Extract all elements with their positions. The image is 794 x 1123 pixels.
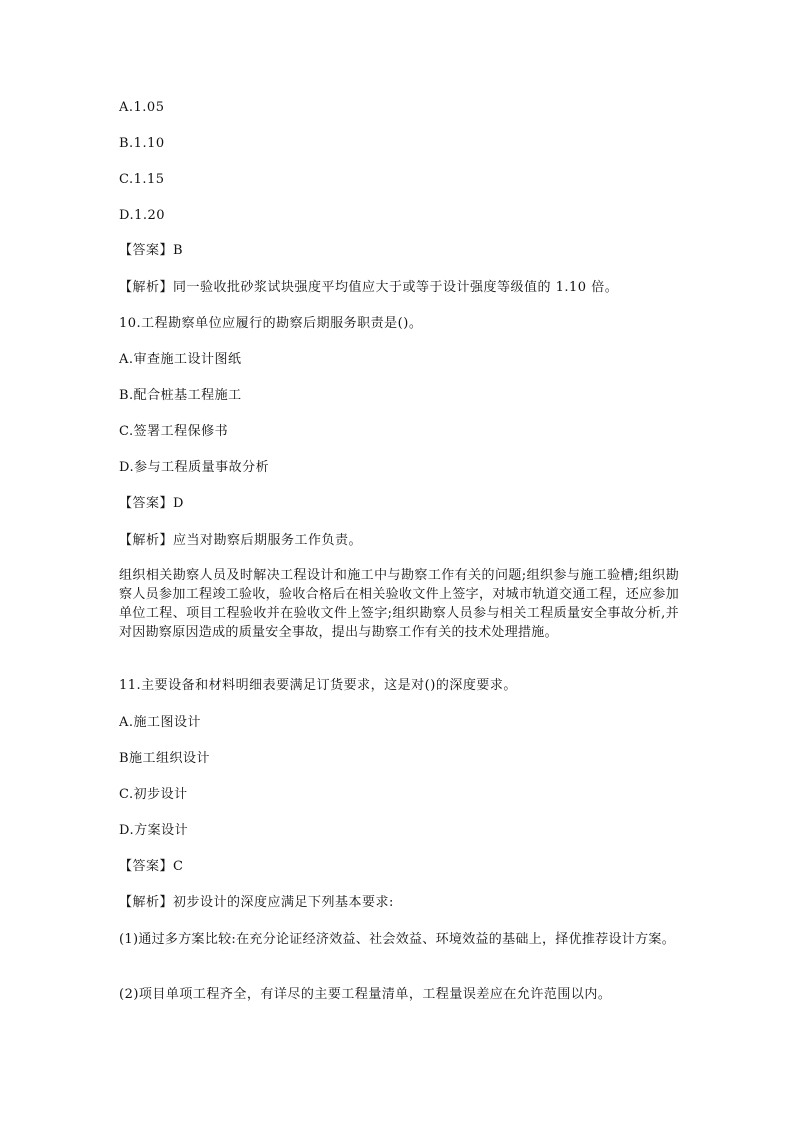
- q10-option-a: A.审查施工设计图纸: [119, 352, 242, 367]
- q10-explanation: 【解析】应当对勘察后期服务工作负责。: [119, 533, 363, 548]
- q11-explanation: 【解析】初步设计的深度应满足下列基本要求:: [119, 895, 394, 910]
- q10-option-b: B.配合桩基工程施工: [119, 388, 242, 403]
- q9-option-d: D.1.20: [119, 208, 166, 223]
- q11-point-1: (1)通过多方案比较:在充分论证经济效益、社会效益、环境效益的基础上，择优推荐设计方案。: [119, 932, 675, 947]
- q11-point-2: (2)项目单项工程齐全，有详尽的主要工程量清单，工程量误差应在允许范围以内。: [119, 987, 612, 1002]
- q9-option-b: B.1.10: [119, 136, 165, 151]
- q9-option-c: C.1.15: [119, 172, 165, 187]
- q11-option-d: D.方案设计: [119, 823, 189, 838]
- q9-answer: 【答案】B: [119, 243, 184, 258]
- q9-option-a: A.1.05: [119, 100, 165, 115]
- q11-question: 11.主要设备和材料明细表要满足订货要求，这是对()的深度要求。: [119, 678, 517, 693]
- q11-option-c: C.初步设计: [119, 787, 188, 802]
- q9-explanation: 【解析】同一验收批砂浆试块强度平均值应大于或等于设计强度等级值的 1.10 倍。: [119, 280, 619, 295]
- q10-detail-paragraph: 组织相关勘察人员及时解决工程设计和施工中与勘察工作有关的问题;组织参与施工验槽;组织勘察人员参加工程竣工验收，验收合格后在相关验收文件上签字，对城市轨道交通工程，还应参加单位工程、项目工程验收并在验收文件上签字;组织勘察人员参与相关工程质量安全事故分析,并对因勘察原因造成的质量安全事故，提出与勘察工作有关的技术处理措施。: [119, 568, 679, 640]
- q11-option-a: A.施工图设计: [119, 715, 202, 730]
- q10-answer: 【答案】D: [119, 496, 184, 511]
- q11-answer: 【答案】C: [119, 859, 184, 874]
- q10-option-d: D.参与工程质量事故分析: [119, 460, 270, 475]
- q10-option-c: C.签署工程保修书: [119, 424, 229, 439]
- q10-question: 10.工程勘察单位应履行的勘察后期服务职责是()。: [119, 316, 423, 331]
- q11-option-b: B施工组织设计: [119, 751, 211, 766]
